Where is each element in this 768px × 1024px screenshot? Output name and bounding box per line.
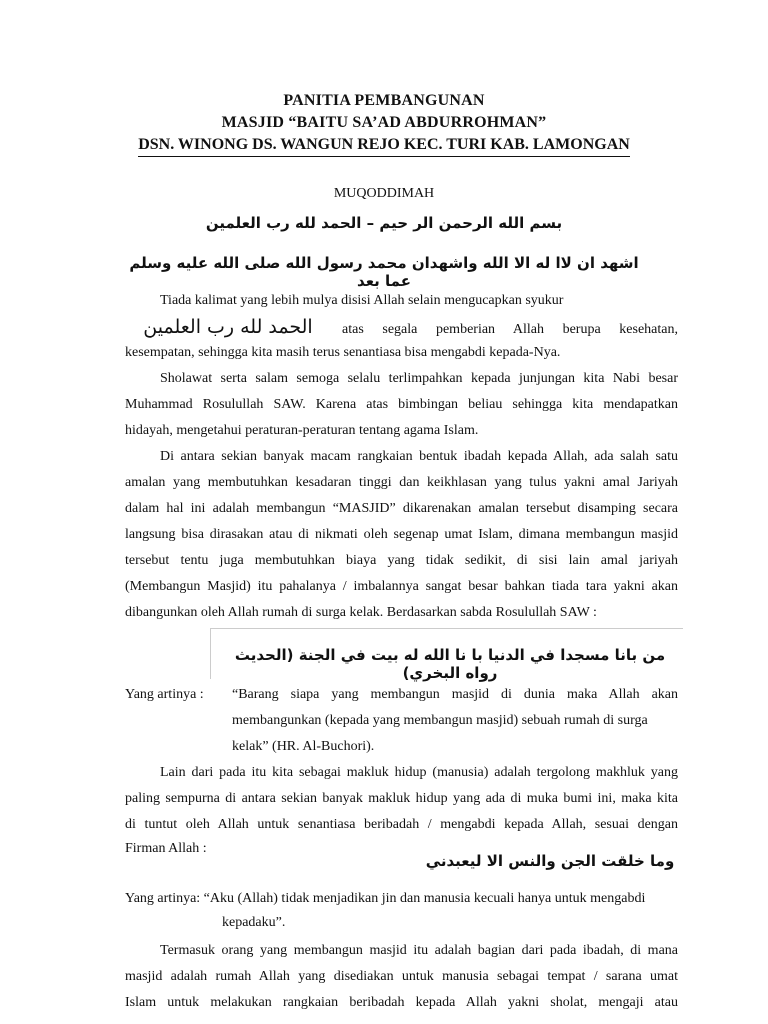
p3-line-2: amalan yang membutuhkan kesadaran tinggi dan keikhlasan yang tulus yakni amal Jariyah — [125, 475, 678, 490]
arabic-hadith: من بانا مسجدا في الدنيا با نا الله له بيت في الجنة (الحديث رواه البخري) — [234, 646, 666, 682]
header-line-1: PANITIA PEMBANGUNAN — [283, 92, 485, 109]
arabic-ayat: وما خلقت الجن والنس الا ليعبدني — [425, 852, 675, 870]
p4-line-3: di tuntut oleh Allah untuk senantiasa beribadah / mengabdi kepada Allah, sesuai dengan — [125, 817, 678, 832]
p3-line-5: tersebut tentu juga membutuhkan biaya yang tidak sedikit, di sisi lain amal jariyah — [125, 553, 678, 568]
p2-line-2: Muhammad Rosulullah SAW. Karena atas bimbingan beliau sehingga kita mendapatkan — [125, 397, 678, 412]
p5-line-3: Islam untuk melakukan rangkaian beribadah kepada Allah yakni sholat, mengaji atau — [125, 995, 678, 1010]
translation-1-line-1: “Barang siapa yang membangun masjid di dunia maka Allah akan — [232, 687, 678, 702]
p4-line-2: paling sempurna di antara sekian banyak makluk hidup yang ada di muka bumi ini, maka kita — [125, 791, 678, 806]
header-line-2: MASJID “BAITU SA’AD ABDURROHMAN” — [221, 114, 547, 131]
p2-line-1: Sholawat serta salam semoga selalu terlimpahkan kepada junjungan kita Nabi besar — [160, 371, 678, 386]
p3-line-1: Di antara sekian banyak macam rangkaian bentuk ibadah kepada Allah, ada salah satu — [160, 449, 678, 464]
translation-1-line-2: membangunkan (kepada yang membangun masjid) sebuah rumah di surga — [232, 713, 648, 728]
p1-line-3: kesempatan, sehingga kita masih terus senantiasa bisa mengabdi kepada-Nya. — [125, 345, 561, 360]
p5-line-2: masjid adalah rumah Allah yang disediakan untuk manusia sebagai tempat / sarana umat — [125, 969, 678, 984]
section-title: MUQODDIMAH — [333, 186, 435, 201]
arabic-basmalah: بسم الله الرحمن الر حيم – الحمد لله رب العلمين — [205, 214, 563, 232]
p4-line-4: Firman Allah : — [125, 841, 207, 856]
p5-line-1: Termasuk orang yang membangun masjid itu adalah bagian dari pada ibadah, di mana — [160, 943, 678, 958]
p3-line-4: langsung bisa dirasakan atau di nikmati oleh segenap umat Islam, dimana membangun masjid — [125, 527, 678, 542]
arabic-syahadat: اشهد ان لاا له الا الله واشهدان محمد رسول الله صلى الله عليه وسلم عما بعد — [129, 254, 639, 290]
p1-line-2: atas segala pemberian Allah berupa kesehatan, — [342, 322, 678, 337]
translation-1-line-3: kelak” (HR. Al-Buchori). — [232, 739, 375, 754]
p1-line-1: Tiada kalimat yang lebih mulya disisi Allah selain mengucapkan syukur — [160, 293, 564, 308]
header-line-3: DSN. WINONG DS. WANGUN REJO KEC. TURI KAB. LAMONGAN — [138, 136, 630, 157]
p3-line-7: dibangunkan oleh Allah rumah di surga kelak. Berdasarkan sabda Rosulullah SAW : — [125, 605, 597, 620]
translation-2-line-2: kepadaku”. — [222, 915, 286, 930]
translation-2-line-1: Yang artinya: “Aku (Allah) tidak menjadikan jin dan manusia kecuali hanya untuk mengabdi — [125, 891, 646, 906]
p3-line-6: (Membangun Masjid) itu pahalanya / imbalannya sangat besar bahkan tiada tara yakni akan — [125, 579, 678, 594]
translation-1-label: Yang artinya : — [125, 687, 204, 702]
arabic-hamdalah: الحمد لله رب العلمين — [143, 316, 313, 338]
header-line-3-wrap — [0, 136, 768, 157]
p2-line-3: hidayah, mengetahui peraturan-peraturan tentang agama Islam. — [125, 423, 479, 438]
p4-line-1: Lain dari pada itu kita sebagai makluk hidup (manusia) adalah tergolong makhluk yang — [160, 765, 678, 780]
p3-line-3: dalam hal ini adalah membangun “MASJID” dikarenakan amalan tersebut disamping secara — [125, 501, 678, 516]
